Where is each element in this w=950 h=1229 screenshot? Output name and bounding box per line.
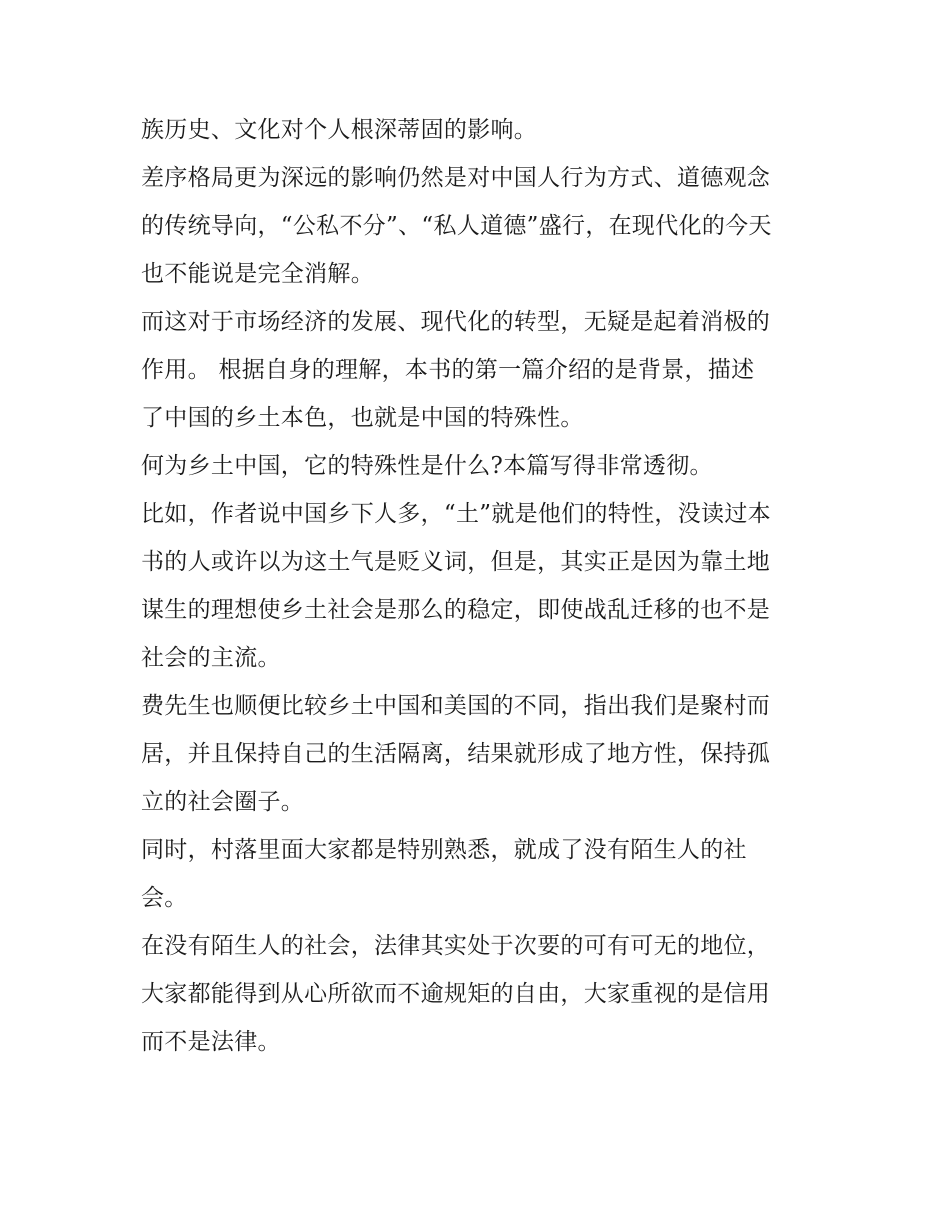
paragraph [141, 106, 831, 154]
text-line: 而这对于市场经济的发展、现代化的转型，无疑是起着消极的 [141, 309, 771, 335]
text-line: 立的社会圈子。 [141, 789, 305, 815]
text-line: 何为乡土中国，它的特殊性是什么?本篇写得非常透彻。 [141, 453, 713, 479]
text-line: 大家都能得到从心所欲而不逾规矩的自由，大家重视的是信用 [141, 981, 771, 1007]
text-line: 的传统导向，“公私不分”、“私人道德”盛行，在现代化的今天 [141, 213, 772, 239]
paragraph [141, 826, 831, 922]
text-line: 族历史、文化对个人根深蒂固的影响。 [141, 117, 538, 143]
paragraph [141, 922, 831, 1066]
text-line: 居，并且保持自己的生活隔离，结果就形成了地方性，保持孤 [141, 741, 771, 767]
text-line: 书的人或许以为这土气是贬义词，但是，其实正是因为靠土地 [141, 549, 771, 575]
text-line: 会。 [141, 885, 188, 911]
text-line: 谋生的理想使乡土社会是那么的稳定，即使战乱迁移的也不是 [141, 597, 771, 623]
text-line: 社会的主流。 [141, 645, 281, 671]
paragraph [141, 682, 831, 826]
text-line: 同时，村落里面大家都是特别熟悉，就成了没有陌生人的社 [141, 837, 747, 863]
text-line: 了中国的乡土本色，也就是中国的特殊性。 [141, 405, 584, 431]
text-line: 比如，作者说中国乡下人多，“土”就是他们的特性，没读过本 [141, 501, 771, 527]
text-line: 在没有陌生人的社会，法律其实处于次要的可有可无的地位， [141, 933, 771, 959]
text-line: 作用。 根据自身的理解，本书的第一篇介绍的是背景，描述 [141, 357, 755, 383]
paragraph [141, 442, 831, 490]
paragraph [141, 490, 831, 682]
paragraph [141, 154, 831, 298]
text-line: 差序格局更为深远的影响仍然是对中国人行为方式、道德观念 [141, 165, 771, 191]
paragraph [141, 298, 831, 442]
text-line: 而不是法律。 [141, 1029, 281, 1055]
text-line: 费先生也顺便比较乡土中国和美国的不同，指出我们是聚村而 [141, 693, 771, 719]
text-line: 也不能说是完全消解。 [141, 261, 374, 287]
body-text [141, 106, 831, 1066]
